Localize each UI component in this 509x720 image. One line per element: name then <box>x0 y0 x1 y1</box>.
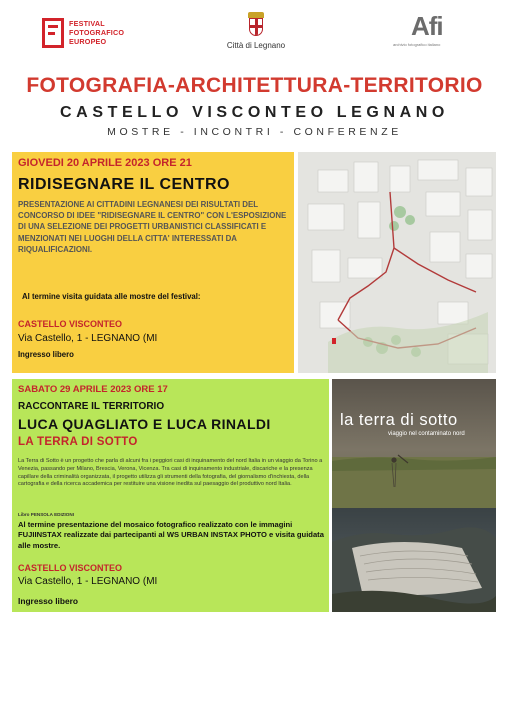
event-1-description: PRESENTAZIONE AI CITTADINI LEGNANESI DEI RISULTATI DEL CONCORSO DI IDEE "RIDISEGNARE IL CENTRO" CON L'ESPOSIZIONE DI UNA SELEZIONE DEI PROGETTI URBANISTICI CLASSIFICATI E MENZIONATI NEI LUOGHI DELLA CITTA' INTERESSATI DA RIQUALIFICAZIONI. <box>18 200 287 254</box>
event-2-kicker: RACCONTARE IL TERRITORIO <box>18 401 165 412</box>
tagline: MOSTRE - INCONTRI - CONFERENZE <box>107 126 402 138</box>
quarry-photo-image <box>332 508 496 612</box>
afi-logo-subtext: archivio fotografico italiano <box>393 42 441 47</box>
event-1-panel <box>12 152 294 373</box>
cover-photo-image <box>332 379 496 508</box>
event-2-address: Via Castello, 1 - LEGNANO (MI <box>18 576 158 587</box>
event-1-venue: CASTELLO VISCONTEO <box>18 319 123 329</box>
main-title: FOTOGRAFIA-ARCHITETTURA-TERRITORIO <box>26 74 483 97</box>
cover-photo-subtitle: viaggio nel contaminato nord <box>388 431 465 437</box>
cover-photo-title: la terra di sotto <box>340 411 458 429</box>
quarry-landscape-photo <box>332 508 496 612</box>
event-1-date: GIOVEDI 20 APRILE 2023 ORE 21 <box>18 157 192 169</box>
event-2-authors: LUCA QUAGLIATO E LUCA RINALDI <box>18 416 271 432</box>
ffe-logo-text: FESTIVAL FOTOGRAFICO EUROPEO <box>69 19 125 46</box>
sub-title: CASTELLO VISCONTEO LEGNANO <box>60 104 449 121</box>
event-1-entry: Ingresso libero <box>18 350 74 359</box>
terra-di-sotto-cover-photo <box>332 379 496 508</box>
event-2-entry: Ingresso libero <box>18 596 79 606</box>
afi-logo <box>393 12 473 58</box>
event-1-title: RIDISEGNARE IL CENTRO <box>18 176 230 193</box>
festival-fotografico-europeo-logo <box>42 18 132 50</box>
citta-di-legnano-logo <box>218 12 294 56</box>
legnano-crest-icon <box>247 12 265 38</box>
event-2-credit: Libro PENSOLA EDIZIONI <box>18 512 74 517</box>
event-2-description: La Terra di Sotto è un progetto che parla di alcuni fra i peggiori casi di inquinamento del nord Italia in un viaggio da Torino a Venezia, passando per Milano, Brescia, Verona, Vicenza. Tra casi di inquinamento industriale, discariche e la presenza capillare della criminalità organizzata, il progetto utilizza gli strumenti della fotografia, del giornalismo d'inchiesta, della cartografia e della ricerca accademica per restituire una visione inedita sul paesaggio del produttivo nord Italia. <box>18 458 323 488</box>
event-2-date: SABATO 29 APRILE 2023 ORE 17 <box>18 384 168 395</box>
map-illustration <box>298 152 496 373</box>
urban-plan-map-image <box>298 152 496 373</box>
event-1-note: Al termine visita guidata alle mostre del festival: <box>22 292 201 301</box>
city-label: Città di Legnano <box>226 41 286 50</box>
event-2-project: LA TERRA DI SOTTO <box>18 436 138 448</box>
event-2-venue: CASTELLO VISCONTEO <box>18 563 123 573</box>
afi-logo-text: Afi <box>411 11 443 41</box>
event-2-note: Al termine presentazione del mosaico fotografico realizzato con le immagini FUJIINSTAX realizzate dai partecipanti al WS URBAN INSTAX PHOTO e visita guidata alle mostre. <box>18 520 324 550</box>
event-1-address: Via Castello, 1 - LEGNANO (MI <box>18 333 158 344</box>
event-2-panel <box>12 379 329 612</box>
ffe-mark-icon <box>42 18 64 48</box>
